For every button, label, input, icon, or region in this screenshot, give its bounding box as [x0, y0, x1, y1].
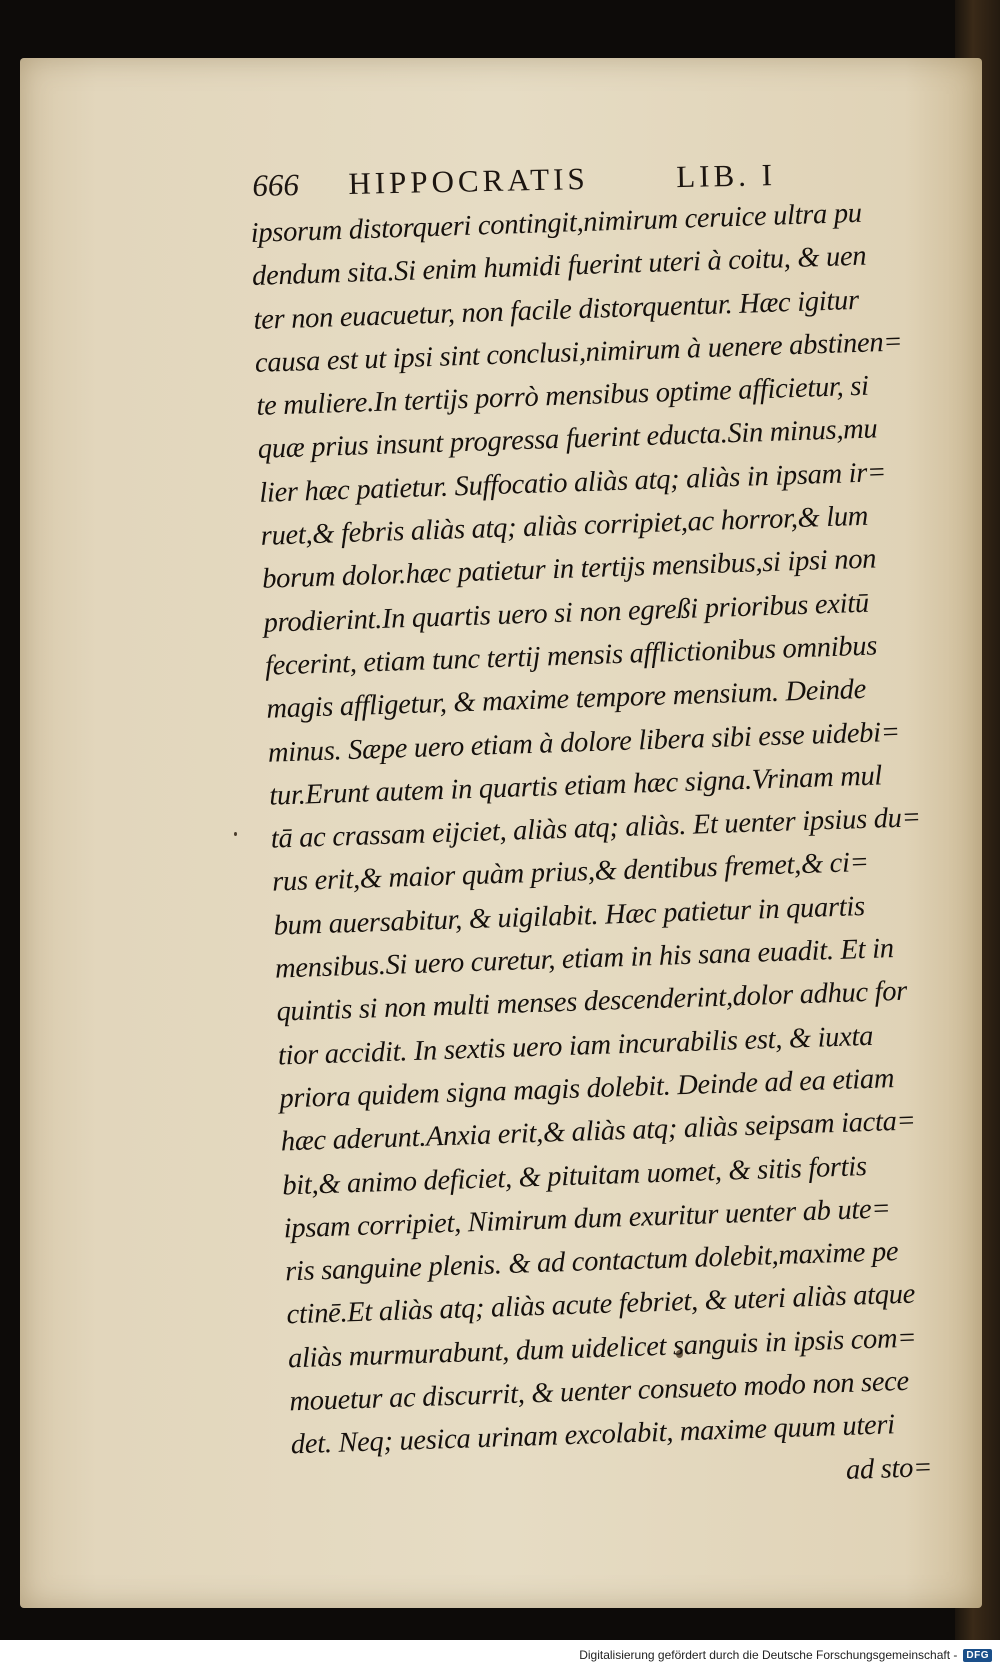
text-line: hæc aderunt.Anxia erit,& aliàs atq; aliàs seipsam iacta= — [280, 1105, 916, 1158]
digitization-credit — [579, 1645, 992, 1665]
text-line: ipsam corripiet, Nimirum dum exuritur uenter ab ute= — [283, 1193, 891, 1245]
text-line: prodierint.In quartis uero si non egreßi prioribus exitū — [263, 587, 870, 639]
text-line: bum auersabitur, & uigilabit. Hæc patietur in quartis — [273, 890, 866, 942]
text-line: borum dolor.hæc patietur in tertijs mensibus,si ipsi non — [261, 543, 877, 596]
text-line: quæ prius insunt progressa fuerint educta.Sin minus,mu — [257, 413, 878, 466]
text-line: lier hæc patietur. Suffocatio aliàs atq; aliàs in ipsam ir= — [258, 456, 887, 509]
text-line: tā ac crassam eijciet, aliàs atq; aliàs. Et uenter ipsius du= — [270, 802, 922, 855]
text-line: ctinē.Et aliàs atq; aliàs acute febriet, & uteri aliàs atque — [286, 1278, 916, 1331]
dfg-logo: DFG — [963, 1649, 992, 1662]
text-line: bit,& animo deficiet, & pituitam uomet, & sitis fortis — [281, 1150, 868, 1201]
text-line: tur.Erunt autem in quartis etiam hæc signa.Vrinam mul — [268, 760, 883, 812]
text-line: causa est ut ipsi sint conclusi,nimirum à uenere abstinen= — [254, 326, 903, 379]
text-line: te muliere.In tertijs porrò mensibus optime afficietur, si — [255, 370, 870, 423]
text-line: minus. Sæpe uero etiam à dolore libera sibi esse uidebi= — [267, 716, 901, 769]
running-title: HIPPOCRATIS — [347, 160, 590, 201]
catchword: ad sto= — [845, 1451, 933, 1486]
text-line: mouetur ac discurrit, & uenter consueto modo non sece — [288, 1365, 910, 1418]
text-line: rus erit,& maior quàm prius,& dentibus fremet,& ci= — [271, 847, 870, 899]
text-line: fecerint, etiam tunc tertij mensis afflictionibus omnibus — [264, 630, 878, 682]
running-book-number: LIB. I — [675, 157, 777, 195]
text-line: magis affligetur, & maxime tempore mensium. Deinde — [265, 674, 867, 725]
credit-text: Digitalisierung gefördert durch die Deutsche Forschungsgemeinschaft - — [579, 1648, 958, 1662]
text-line: ipsorum distorqueri contingit,nimirum ceruice ultra pu — [250, 197, 863, 249]
text-line: priora quidem signa magis dolebit. Deinde ad ea etiam — [278, 1063, 895, 1115]
text-line: ter non euacuetur, non facile distorquentur. Hæc igitur — [253, 284, 860, 336]
text-line: dendum sita.Si enim humidi fuerint uteri à coitu, & uen — [251, 240, 867, 293]
text-line: ruet,& febris aliàs atq; aliàs corripiet,ac horror,& lum — [260, 500, 869, 552]
text-line: tior accidit. In sextis uero iam incurabilis est, & iuxta — [277, 1020, 874, 1072]
text-line: aliàs murmurabunt, dum uidelicet sanguis in ipsis com= — [287, 1322, 917, 1375]
text-line: det. Neq; uesica urinam excolabit, maxime quum uteri — [290, 1409, 896, 1461]
text-line: ris sanguine plenis. & ad contactum dolebit,maxime pe — [284, 1236, 899, 1288]
paper-stain — [234, 832, 237, 836]
page-number: 666 — [252, 167, 300, 203]
body-text — [250, 191, 933, 1510]
text-line: mensibus.Si uero curetur, etiam in his sana euadit. Et in — [274, 933, 895, 985]
text-line: quintis si non multi menses descenderint,dolor adhuc for — [276, 975, 908, 1028]
